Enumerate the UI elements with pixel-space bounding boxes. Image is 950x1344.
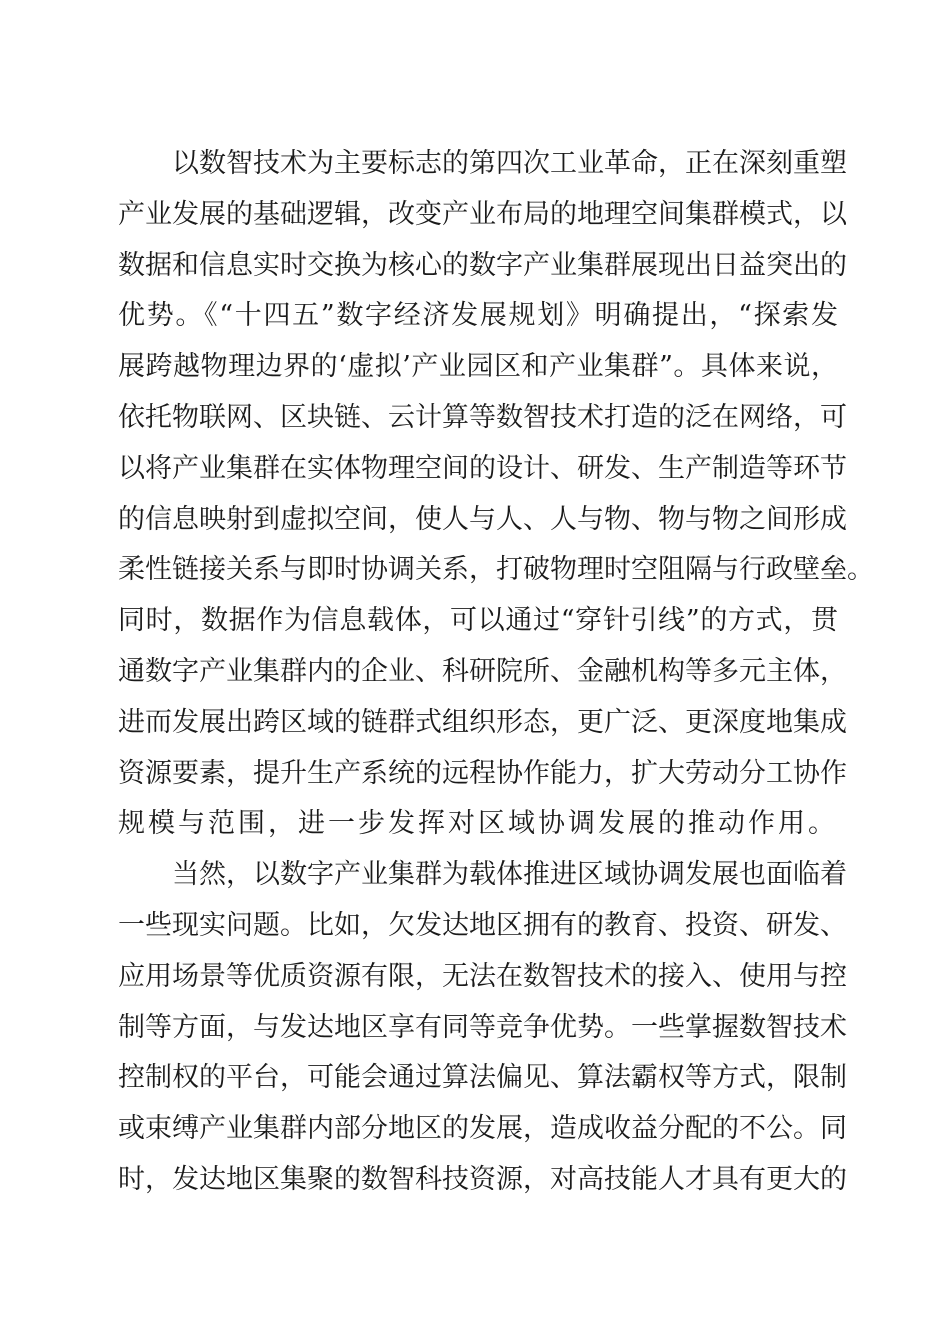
- text-line: 以数智技术为主要标志的第四次工业革命，正在深刻重塑: [172, 148, 847, 179]
- text-line: 进而发展出跨区域的链群式组织形态，更广泛、更深度地集成: [118, 706, 847, 738]
- text-line: 以将产业集群在实体物理空间的设计、研发、生产制造等环节: [118, 452, 847, 484]
- text-line: 通数字产业集群内的企业、科研院所、金融机构等多元主体，: [118, 655, 847, 687]
- text-line: 或束缚产业集群内部分地区的发展，造成收益分配的不公。同: [118, 1113, 847, 1145]
- text-line: 应用场景等优质资源有限，无法在数智技术的接入、使用与控: [118, 960, 847, 992]
- text-line: 的信息映射到虚拟空间，使人与人、人与物、物与物之间形成: [118, 503, 847, 535]
- text-line: 产业发展的基础逻辑，改变产业布局的地理空间集群模式，以: [118, 198, 847, 230]
- text-line: 展跨越物理边界的‘虚拟’产业园区和产业集群”。具体来说，: [118, 351, 838, 383]
- text-line: 当然，以数字产业集群为载体推进区域协调发展也面临着: [172, 859, 847, 891]
- text-line: 时，发达地区集聚的数智科技资源，对高技能人才具有更大的: [118, 1163, 847, 1195]
- text-line: 同时，数据作为信息载体，可以通过“穿针引线”的方式，贯: [118, 605, 838, 637]
- body-text: [118, 139, 874, 1206]
- text-line: 一些现实问题。比如，欠发达地区拥有的教育、投资、研发、: [118, 909, 847, 941]
- text-line: 柔性链接关系与即时协调关系，打破物理时空阻隔与行政壁垒。: [118, 554, 874, 586]
- text-line: 制等方面，与发达地区享有同等竞争优势。一些掌握数智技术: [118, 1011, 847, 1043]
- text-line: 控制权的平台，可能会通过算法偏见、算法霸权等方式，限制: [118, 1062, 847, 1094]
- paragraph-2: [118, 850, 847, 1206]
- text-line: 资源要素，提升生产系统的远程协作能力，扩大劳动分工协作: [118, 757, 847, 789]
- text-line: 规模与范围，进一步发挥对区域协调发展的推动作用。: [118, 808, 838, 840]
- text-line: 数据和信息实时交换为核心的数字产业集群展现出日益突出的: [118, 249, 847, 281]
- text-line: 依托物联网、区块链、云计算等数智技术打造的泛在网络，可: [118, 401, 847, 433]
- text-line: 优势。《“十四五”数字经济发展规划》明确提出，“探索发: [118, 300, 838, 332]
- paragraph-1: [118, 139, 874, 850]
